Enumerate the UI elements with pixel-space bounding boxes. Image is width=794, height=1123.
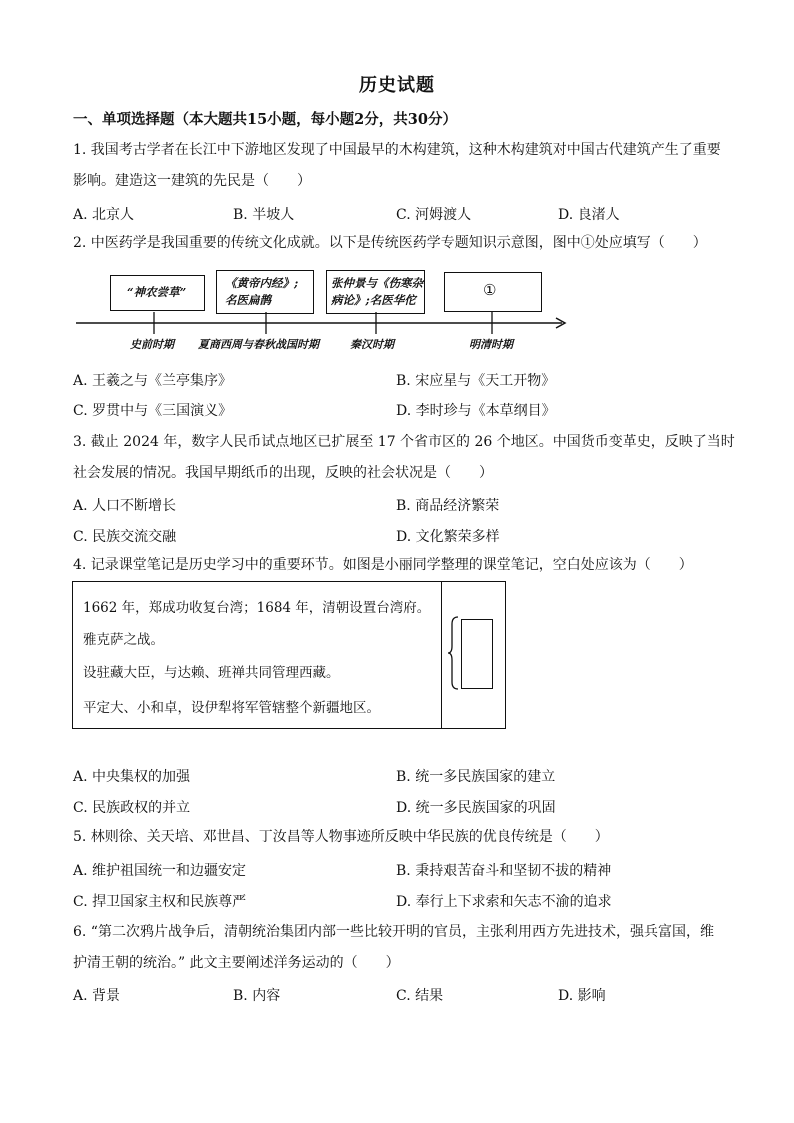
q2-option-d: D. 李时珍与《本草纲目》 [396, 403, 556, 419]
period-label: 史前时期 [130, 338, 174, 351]
q2-option-c: C. 罗贯中与《三国演义》 [73, 403, 233, 419]
question-1-text-cont: 影响。建造这一建筑的先民是（ ） [73, 173, 311, 189]
q3-option-d: D. 文化繁荣多样 [396, 529, 500, 545]
timeline-box-text: “神农尝草” [127, 285, 187, 299]
timeline-box-text: 张仲景与《伤寒杂 [331, 276, 423, 290]
note-row: 设驻藏大臣，与达赖、班禅共同管理西藏。 [83, 665, 340, 681]
q1-option-c: C. 河姆渡人 [396, 207, 472, 223]
q1-option-d: D. 良渚人 [558, 207, 620, 223]
question-1-text: 1. 我国考古学者在长江中下游地区发现了中国最早的木构建筑，这种木构建筑对中国古代建筑产生了重要 [73, 142, 721, 158]
q2-option-b: B. 宋应星与《天工开物》 [396, 373, 556, 389]
class-notes-table [72, 581, 506, 729]
section-heading: 一、单项选择题（本大题共15小题，每小题2分，共30分） [73, 111, 457, 128]
timeline-box-ming-qing [444, 272, 542, 312]
q5-option-c: C. 捍卫国家主权和民族尊严 [73, 894, 247, 910]
timeline-box-text: 名医扁鹊 [225, 293, 271, 307]
question-5-text: 5. 林则徐、关天培、邓世昌、丁汝昌等人物事迹所反映中华民族的优良传统是（ ） [73, 829, 609, 845]
question-2-text: 2. 中医药学是我国重要的传统文化成就。以下是传统医药学专题知识示意图，图中①处应填写（ ） [73, 235, 707, 251]
q1-option-b: B. 半坡人 [233, 207, 295, 223]
q4-option-c: C. 民族政权的并立 [73, 800, 191, 816]
question-3-text-cont: 社会发展的情况。我国早期纸币的出现，反映的社会状况是（ ） [73, 465, 493, 481]
timeline-box-text: 病论》;名医华佗 [331, 293, 416, 307]
q3-option-a: A. 人口不断增长 [73, 498, 177, 514]
q5-option-d: D. 奉行上下求索和矢志不渝的追求 [396, 894, 612, 910]
q4-option-b: B. 统一多民族国家的建立 [396, 769, 556, 785]
q3-option-b: B. 商品经济繁荣 [396, 498, 500, 514]
q5-option-b: B. 秉持艰苦奋斗和坚韧不拔的精神 [396, 863, 612, 879]
q6-option-b: B. 内容 [233, 988, 281, 1004]
answer-blank-box [461, 619, 493, 689]
q6-option-c: C. 结果 [396, 988, 444, 1004]
period-label: 夏商西周与春秋战国时期 [198, 338, 319, 351]
question-6-text: 6. “第二次鸦片战争后，清朝统治集团内部一些比较开明的官员，主张利用西方先进技术，强兵富国，维 [73, 924, 714, 940]
period-label: 明清时期 [469, 338, 513, 351]
q1-option-a: A. 北京人 [73, 207, 135, 223]
q6-option-d: D. 影响 [558, 988, 606, 1004]
question-3-text: 3. 截止 2024 年，数字人民币试点地区已扩展至 17 个省市区的 26 个地区。中国货币变革史，反映了当时 [73, 434, 735, 450]
note-row: 1662 年，郑成功收复台湾；1684 年，清朝设置台湾府。 [83, 600, 431, 616]
q4-option-d: D. 统一多民族国家的巩固 [396, 800, 556, 816]
period-label: 秦汉时期 [350, 338, 394, 351]
q5-option-a: A. 维护祖国统一和边疆安定 [73, 863, 247, 879]
timeline-box-text: 《黄帝内经》; [225, 276, 299, 290]
timeline-box-prehistoric [110, 275, 205, 311]
timeline-box-pre-qin [216, 270, 314, 314]
q2-option-a: A. 王羲之与《兰亭集序》 [73, 373, 233, 389]
question-6-text-cont: 护清王朝的统治。” 此文主要阐述洋务运动的（ ） [73, 955, 400, 971]
q3-option-c: C. 民族交流交融 [73, 529, 177, 545]
page-title: 历史试题 [359, 75, 435, 96]
question-4-text: 4. 记录课堂笔记是历史学习中的重要环节。如图是小丽同学整理的课堂笔记，空白处应该为（ ） [73, 557, 693, 573]
q4-option-a: A. 中央集权的加强 [73, 769, 191, 785]
notes-divider [441, 582, 442, 728]
timeline-box-qin-han [326, 270, 425, 314]
note-row: 雅克萨之战。 [83, 632, 164, 648]
brace-icon [448, 616, 460, 690]
q6-option-a: A. 背景 [73, 988, 121, 1004]
note-row: 平定大、小和卓，设伊犁将军管辖整个新疆地区。 [83, 700, 380, 716]
blank-marker: ① [483, 281, 497, 299]
